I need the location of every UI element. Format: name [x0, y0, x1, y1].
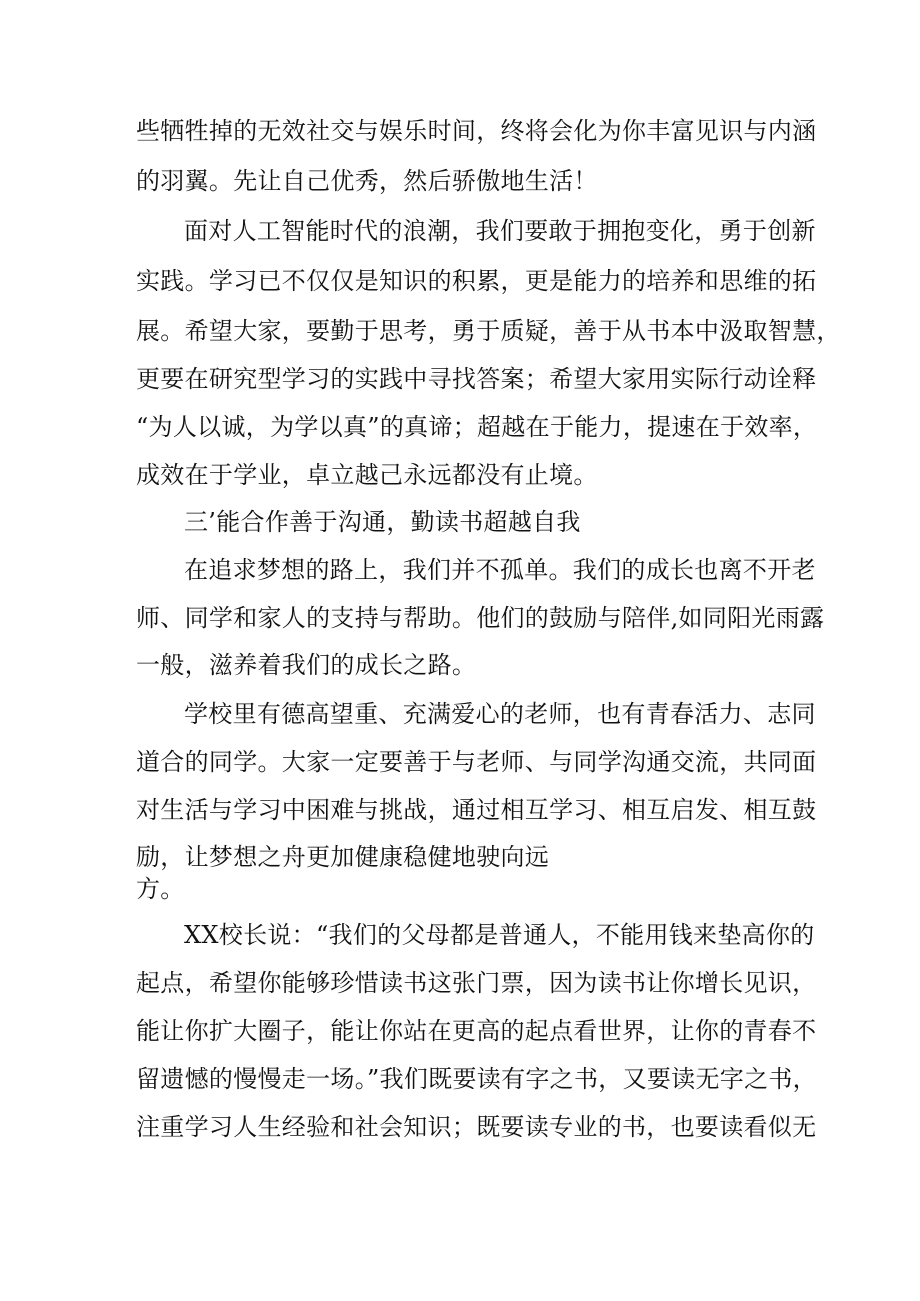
paragraph-first-line: 面对人工智能时代的浪潮，我们要敢于拥抱变化，勇于创新 — [184, 217, 816, 245]
text-line: “为人以诚，为学以真”的真谛；超越在于能力，提速在于效率， — [136, 413, 818, 441]
text-line: 实践。学习已不仅仅是知识的积累，更是能力的培养和思维的拓 — [136, 267, 817, 295]
text-line: 方。 — [136, 875, 185, 903]
paragraph-first-line: 学校里有德高望重、充满爱心的老师，也有青春活力、志同 — [184, 700, 816, 728]
text-line: 的羽翼。先让自己优秀，然后骄傲地生活！ — [136, 167, 598, 195]
text-line: 更要在研究型学习的实践中寻找答案；希望大家用实际行动诠释 — [136, 365, 817, 393]
text-line: 成效在于学业，卓立越己永远都没有止境。 — [136, 461, 598, 489]
text-line: 能让你扩大圈子，能让你站在更高的起点看世界，让你的青春不 — [136, 1017, 817, 1045]
text-line: 些牺牲掉的无效社交与娱乐时间，终将会化为你丰富见识与内涵 — [136, 117, 817, 145]
text-line: 对生活与学习中困难与挑战，通过相互学习、相互启发、相互鼓 — [136, 796, 817, 824]
text-line: 励，让梦想之舟更加健康稳健地驶向远 — [136, 843, 550, 871]
text-line: 师、同学和家人的支持与帮助。他们的鼓励与陪伴,如同阳光雨露 — [136, 604, 825, 632]
paragraph-first-line: 在追求梦想的路上，我们并不孤单。我们的成长也离不开老 — [184, 556, 816, 584]
text-line: 一般，滋养着我们的成长之路。 — [136, 651, 477, 679]
text-line: 注重学习人生经验和社会知识；既要读专业的书，也要读看似无 — [136, 1113, 817, 1141]
text-line: 留遗憾的慢慢走一场。”我们既要读有字之书，又要读无字之书， — [136, 1065, 817, 1093]
text-line: 道合的同学。大家一定要善于与老师、与同学沟通交流，共同面 — [136, 748, 817, 776]
text-line: 展。希望大家，要勤于思考，勇于质疑，善于从书本中汲取智慧， — [136, 317, 841, 345]
paragraph-first-line: XX校长说：“我们的父母都是普通人，不能用钱来垫高你的 — [184, 921, 815, 949]
text-line: 起点，希望你能够珍惜读书这张门票，因为读书让你增长见识， — [136, 969, 817, 997]
section-heading: 三’能合作善于沟通，勤读书超越自我 — [184, 508, 581, 536]
